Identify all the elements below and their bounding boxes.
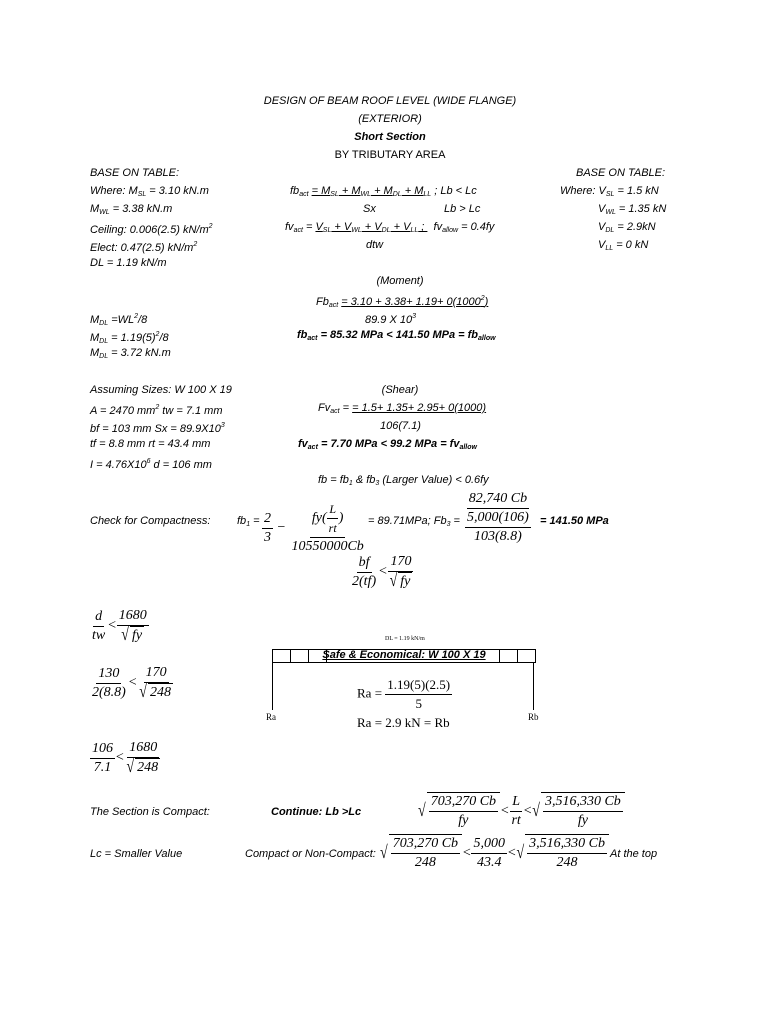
dtw-label: dtw [366, 239, 384, 251]
fv-act-line: $Fv_{act}$ = = 1.5+ 1.35+ 2.95+ 0(1000) [318, 402, 487, 415]
check-compactness: Check for Compactness: [90, 515, 211, 527]
ra-support-label: Ra [266, 712, 276, 722]
mdl-formula-3: $M_{DL} = 3.72$ kN.m [90, 347, 171, 360]
shear-heading: (Shear) [381, 384, 419, 396]
lc-range-formula: √ $\frac{703,270 Cb}{fy}$ < $\frac{L}{rt}$ <√ $\frac{3,516,330 Cb}{fy}$ [418, 792, 625, 830]
safe-economical-label: Safe & Economical: W 100 X 19 [322, 649, 486, 661]
fb3-result: = 141.50 MPa [540, 515, 609, 527]
fb1-fraction: $\frac{2}{3}$ − fy( $\frac{L}{rt}$ ) 10550000Cb [264, 502, 364, 554]
fb-rule: fb = $fb_1$ & $fb_3$ (Larger Value) < 0.6fy [318, 474, 489, 487]
at-the-top: At the top [610, 848, 658, 860]
fb1-label: $fb_1$ = [237, 515, 260, 528]
ra-equation: Ra = $\frac{1.19(5)(2.5)}{5}$ [357, 677, 451, 711]
assumed-size: Assuming Sizes: W 100 X 19 [90, 384, 232, 396]
fb-formula: $fb_{act} = M_{SL} + M_{WL} + M_{DL} + M_{LL}$ ; Lb < Lc [290, 185, 477, 198]
msl-value: Where: $M_{SL} = 3.10$ kN.m [90, 185, 209, 198]
moment-heading: (Moment) [376, 275, 424, 287]
flange-check: $\frac{bf}{2(tf)}$ < $\frac{170}{√ fy}$ [352, 554, 412, 592]
web-check: $\frac{d}{tw}$ < $\frac{1680}{√ fy}$ [92, 608, 147, 646]
vdl-value: $V_{DL} = 2.9kN$ [598, 221, 656, 234]
web-check-values: $\frac{106}{7.1}$ < $\frac{1680}{√ 248}$ [92, 740, 159, 778]
dl-diagram-label: DL = 1.19 kN/m [385, 636, 425, 642]
sx-label: Sx [363, 203, 376, 215]
rb-support-label: Rb [528, 712, 539, 722]
beam-load-bar [272, 649, 536, 663]
fv-formula: $fv_{act} = V_{SL} + V_{WL} + V_{DL} + V_{LL}$ ; $fv_{allow} = 0.4fy$ [285, 221, 495, 234]
moment-denominator: 89.9 X $10^3$ [365, 313, 416, 326]
vll-value: $V_{LL} = 0$ kN [598, 239, 649, 252]
base-table-left: BASE ON TABLE: [90, 167, 180, 179]
mdl-formula-2: $M_{DL} = 1.19(5)^2/8$ [90, 331, 169, 345]
page-title: DESIGN OF BEAM ROOF LEVEL (WIDE FLANGE) [263, 95, 517, 107]
support-left-line [272, 662, 273, 710]
shear-denominator: 106(7.1) [380, 420, 421, 432]
compact-or-non: Compact or Non-Compact: [245, 848, 376, 860]
elect-load: Elect: 0.47(2.5) $kN/m^2$ [90, 241, 198, 254]
fv-act-result: $fv_{act} = 7.70$ MPa < 99.2 MPa = $fv_{allow}$ [298, 438, 477, 451]
fb1-result: = 89.71MPa; $Fb_3$ = [368, 515, 460, 528]
lb-gt-lc: Lb > Lc [444, 203, 481, 215]
mdl-formula-1: $M_{DL} =WL^2/8$ [90, 313, 148, 327]
subtitle-short-section: Short Section [354, 131, 426, 143]
mwl-value: $M_{WL} = 3.38$ kN.m [90, 203, 173, 216]
vsl-value: Where: $V_{SL} = 1.5$ kN [560, 185, 659, 198]
lc-range-values: √ $\frac{703,270 Cb}{248}$ < $\frac{5,000}{43.4}$ <√ $\frac{3,516,330 Cb}{248}$ [380, 834, 609, 872]
base-table-right: BASE ON TABLE: [576, 167, 666, 179]
section-compact: The Section is Compact: [90, 806, 210, 818]
flange-check-values: $\frac{130}{2(8.8)}$ < $\frac{170}{√ 248}$ [92, 665, 171, 703]
ra-result: Ra = 2.9 kN = Rb [357, 715, 450, 730]
area-tw: A = 2470 $mm^2$ tw = 7.1 mm [90, 404, 223, 417]
support-right-line [533, 662, 534, 710]
fb3-fraction: 82,740 Cb 5,000(106) 103(8.8) [467, 491, 529, 544]
vwl-value: $V_{WL} = 1.35$ kN [598, 203, 667, 216]
subtitle-tributary: BY TRIBUTARY AREA [334, 149, 446, 161]
fb-act-result: $fb_{act} = 85.32$ MPa < 141.50 MPa = $fb_{allow}$ [297, 329, 496, 342]
tf-rt: tf = 8.8 mm rt = 43.4 mm [90, 438, 211, 450]
continue-label: Continue: Lb >Lc [271, 806, 362, 818]
dead-load: DL = 1.19 kN/m [90, 257, 167, 269]
lc-smaller-value: Lc = Smaller Value [90, 848, 183, 860]
ceiling-load: Ceiling: 0.006(2.5) $kN/m^2$ [90, 223, 213, 236]
subtitle-exterior: (EXTERIOR) [358, 113, 422, 125]
inertia-depth: $I = 4.76X10^6$ d = 106 mm [90, 458, 212, 471]
fb-act-line: $Fb_{act} = 3.10 + 3.38+ 1.19+ 0(1000^2)$ [316, 295, 489, 309]
bf-sx: bf = 103 mm $Sx = 89.9X10^3$ [90, 422, 225, 435]
